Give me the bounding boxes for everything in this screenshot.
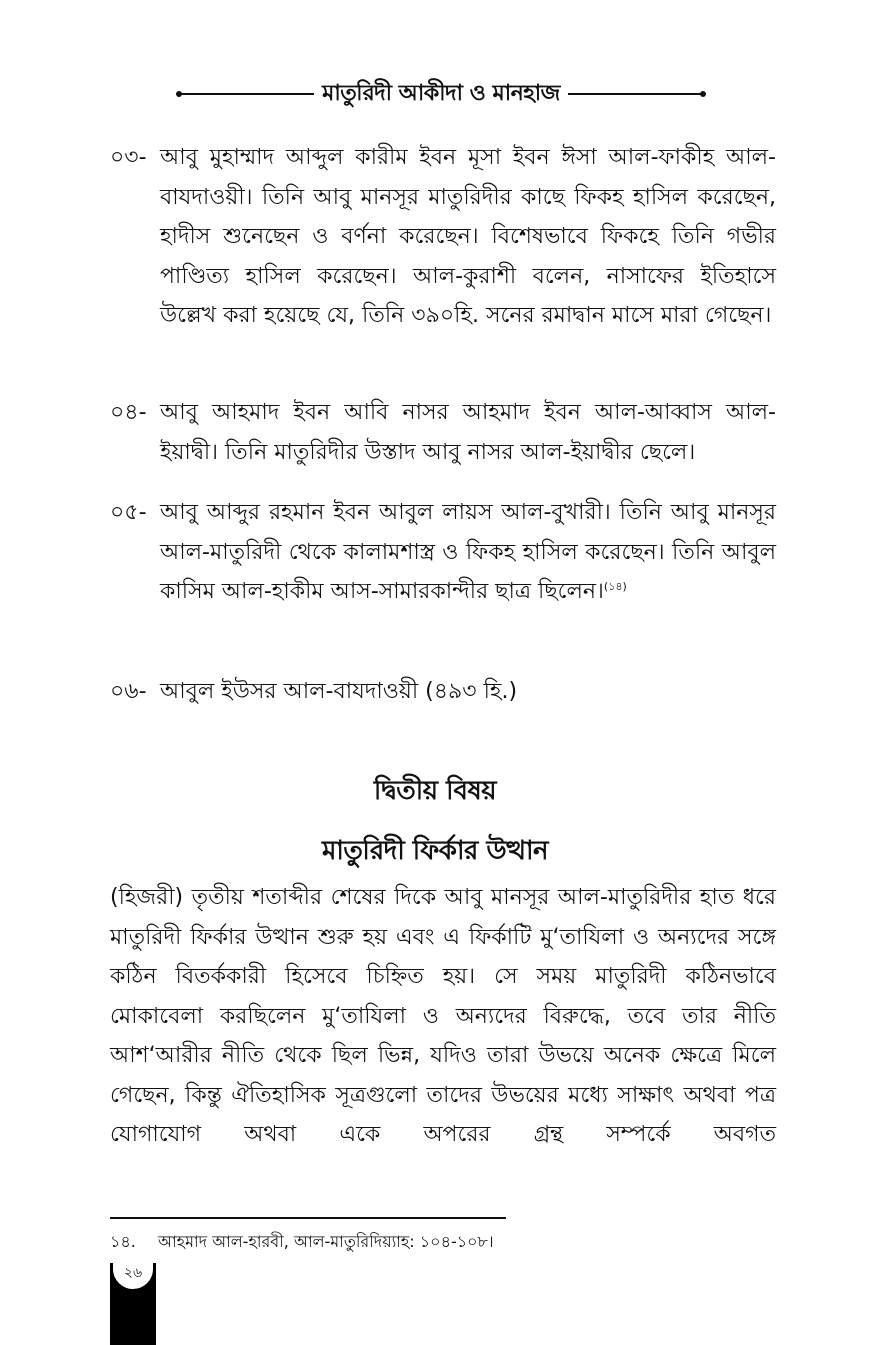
list-item-text: আবু মুহাম্মাদ আব্দুল কারীম ইবন মূসা ইবন ঈসা আল-ফাকীহ আল-বাযদাওয়ী। তিনি আবু মানসূর মাতুরিদীর কাছে ফিকহ হাসিল করেছেন, হাদীস শুনেছেন ও বর্ণনা করেছেন। বিশেষভাবে ফিকহে তিনি গভীর পাণ্ডিত্য হাসিল করেছেন। আল-কুরাশী বলেন, নাসাফের ইতিহাসে উল্লেখ করা হয়েছে যে, তিনি ৩৯০হি. সনের রমাদ্বান মাসে মারা গেছেন। [160,145,776,328]
list-item-text: আবুল ইউসর আল-বাযদাওয়ী (৪৯৩ হি.) [160,679,518,704]
page-number: ২৬ [113,1263,153,1289]
footnote [110,1230,494,1254]
footnote-text: আহমাদ আল-হারবী, আল-মাতুরিদিয়্যাহ: ১০৪-১০৮। [158,1232,494,1251]
footnote-reference[interactable]: (১৪) [603,580,627,593]
list-item-number: ০৪- [110,400,147,425]
list-item [110,138,776,336]
running-header [178,78,704,110]
list-item-number: ০৫- [110,500,147,525]
body-paragraph: (হিজরী) তৃতীয় শতাব্দীর শেষের দিকে আবু মানসূর আল-মাতুরিদীর হাত ধরে মাতুরিদী ফির্কার উত্থান শুরু হয় এবং এ ফির্কাটি মু‘তাযিলা ও অন্যদের সঙ্গে কঠিন বিতর্ককারী হিসেবে চিহ্নিত হয়। সে সময় মাতুরিদী কঠিনভাবে মোকাবেলা করছিলেন মু‘তাযিলা ও অন্যদের বিরুদ্ধে, তবে তার নীতি আশ‘আরীর নীতি থেকে ছিল ভিন্ন, যদিও তারা উভয়ে অনেক ক্ষেত্রে মিলে গেছেন, কিন্তু ঐতিহাসিক সূত্রগুলো তাদের উভয়ের মধ্যে সাক্ষাৎ অথবা পত্র যোগাযোগ অথবা একে অপরের গ্রন্থ সম্পর্কে অবগত [110,885,776,1147]
list-item-text-wrapper [160,493,776,612]
list-item-number: ০৩- [110,145,147,170]
list-item [110,493,776,612]
list-item-text: আবু আহমাদ ইবন আবি নাসর আহমাদ ইবন আল-আব্বাস আল-ইয়াদ্বী। তিনি মাতুরিদীর উস্তাদ আবু নাসর আল-ইয়াদ্বীর ছেলে। [160,400,776,465]
header-rule-right [568,93,704,95]
section-subtitle: দ্বিতীয় বিষয় [373,776,497,806]
list-item-number: ০৬- [110,679,147,704]
list-item [110,672,776,712]
header-rule-left [178,93,314,95]
list-item-text: আবু আব্দুর রহমান ইবন আবুল লায়স আল-বুখারী। তিনি আবু মানসূর আল-মাতুরিদী থেকে কালামশাস্ত্র ও ফিকহ হাসিল করেছেন। তিনি আবুল কাসিম আল-হাকীম আস-সামারকান্দীর ছাত্র ছিলেন। [160,500,776,604]
section-title: মাতুরিদী ফির্কার উত্থান [321,836,549,866]
running-header-title: মাতুরিদী আকীদা ও মানহাজ [322,80,560,106]
page-number-tab [110,1263,156,1345]
footnote-number: ১৪. [110,1232,136,1251]
footnote-divider [110,1217,506,1219]
list-item [110,393,776,472]
